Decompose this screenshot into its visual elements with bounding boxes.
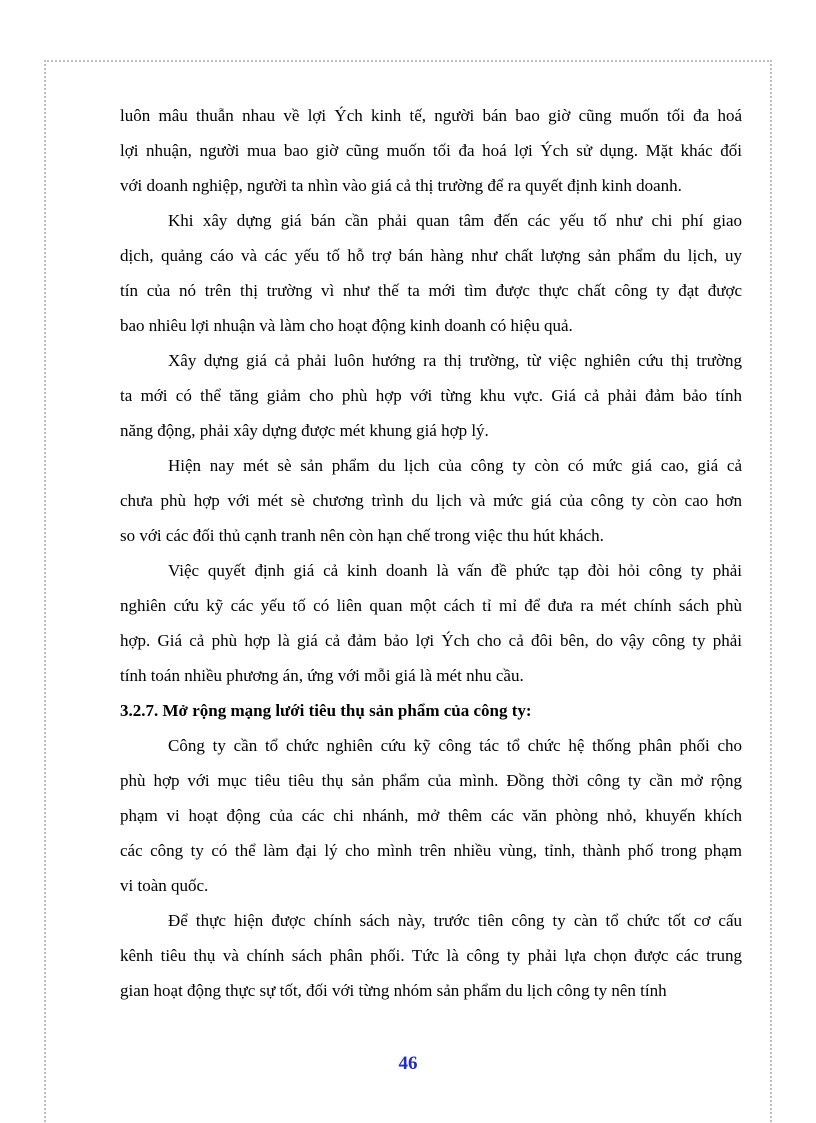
text-line: tín của nó trên thị trường vì như thế ta mới tìm được thực chất công ty đạt được — [120, 281, 742, 300]
text-line: Hiện nay mét sè sản phẩm du lịch của công ty còn có mức giá cao, giá cả — [168, 456, 742, 475]
text-line: dịch, quảng cáo và các yếu tố hỗ trợ bán hàng như chất lượng sản phẩm du lịch, uy — [120, 246, 742, 265]
text-line: Việc quyết định giá cả kinh doanh là vấn đề phức tạp đòi hỏi công ty phải — [168, 561, 742, 580]
text-line: Xây dựng giá cả phải luôn hướng ra thị trường, từ việc nghiên cứu thị trường — [168, 351, 742, 370]
text-line: phù hợp với mục tiêu tiêu thụ sản phẩm của mình. Đồng thời công ty cần mở rộng — [120, 771, 742, 790]
page-number: 46 — [398, 1053, 418, 1074]
text-line: chưa phù hợp với mét sè chương trình du lịch và mức giá của công ty còn cao hơn — [120, 491, 742, 510]
text-line: nghiên cứu kỹ các yếu tố có liên quan một cách tỉ mỉ để đưa ra mét chính sách phù — [120, 596, 742, 615]
section-heading: 3.2.7. Mở rộng mạng lưới tiêu thụ sản phẩm của công ty: — [120, 701, 532, 720]
text-line: phạm vi hoạt động của các chi nhánh, mở thêm các văn phòng nhỏ, khuyến khích — [120, 806, 742, 825]
text-line: gian hoạt động thực sự tốt, đối với từng nhóm sản phẩm du lịch công ty nên tính — [120, 981, 667, 1000]
text-line: bao nhiêu lợi nhuận và làm cho hoạt động kinh doanh có hiệu quả. — [120, 316, 573, 335]
text-line: với doanh nghiệp, người ta nhìn vào giá cả thị trường để ra quyết định kinh doanh. — [120, 176, 682, 195]
text-line: hợp. Giá cả phù hợp là giá cả đảm bảo lợi Ých cho cả đôi bên, do vậy công ty phải — [120, 631, 742, 650]
text-line: năng động, phải xây dựng được mét khung giá hợp lý. — [120, 421, 489, 440]
text-line: tính toán nhiều phương án, ứng với mỗi giá là mét nhu cầu. — [120, 666, 524, 685]
text-line: các công ty có thể làm đại lý cho mình trên nhiều vùng, tỉnh, thành phố trong phạm — [120, 841, 742, 860]
text-line: kênh tiêu thụ và chính sách phân phối. Tức là công ty phải lựa chọn được các trung — [120, 946, 742, 965]
text-line: lợi nhuận, người mua bao giờ cũng muốn tối đa hoá lợi Ých sử dụng. Mặt khác đối — [120, 141, 742, 160]
text-line: Công ty cần tổ chức nghiên cứu kỹ công tác tổ chức hệ thống phân phối cho — [168, 736, 742, 755]
text-line: vi toàn quốc. — [120, 876, 209, 895]
text-line: luôn mâu thuẫn nhau về lợi Ých kinh tế, người bán bao giờ cũng muốn tối đa hoá — [120, 106, 742, 125]
text-line: Để thực hiện được chính sách này, trước tiên công ty càn tổ chức tốt cơ cấu — [168, 911, 742, 930]
text-line: ta mới có thể tăng giảm cho phù hợp với từng khu vực. Giá cả phải đảm bảo tính — [120, 386, 742, 405]
text-line: so với các đối thủ cạnh tranh nên còn hạn chế trong việc thu hút khách. — [120, 526, 604, 545]
document-body — [120, 98, 742, 1008]
text-line: Khi xây dựng giá bán cần phải quan tâm đến các yếu tố như chi phí giao — [168, 211, 742, 230]
